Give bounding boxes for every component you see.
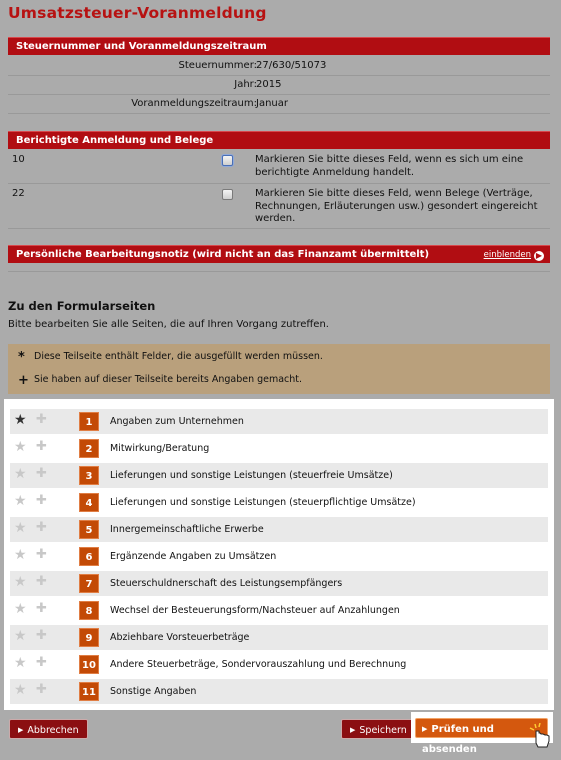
chevron-right-icon: ▶ [422, 725, 428, 733]
berichtigt-checkbox[interactable] [222, 155, 233, 166]
page-link[interactable]: Andere Steuerbeträge, Sondervorauszahlung und Berechnung [110, 659, 407, 670]
plus-icon: ✚ [36, 466, 47, 481]
page-link[interactable]: Innergemeinschaftliche Erwerbe [110, 524, 264, 535]
divider [8, 271, 550, 272]
form-page-row[interactable] [10, 598, 548, 624]
chevron-right-icon: ▶ [350, 726, 356, 734]
legend-box [8, 344, 550, 394]
page-link[interactable]: Wechsel der Besteuerungsform/Nachsteuer auf Anzahlungen [110, 605, 400, 616]
zeitraum-row [8, 94, 550, 114]
star-icon: ★ [14, 655, 27, 671]
steuernummer-section [8, 37, 550, 119]
page-number-badge: 10 [79, 655, 99, 674]
form-page-row[interactable] [10, 625, 548, 651]
page-number-badge: 6 [79, 547, 99, 566]
jahr-label: Jahr: [234, 79, 257, 90]
page-number-badge: 11 [79, 682, 99, 701]
star-icon: ★ [14, 493, 27, 509]
field-number: 10 [12, 154, 25, 165]
page-number-badge: 7 [79, 574, 99, 593]
steuernummer-label: Steuernummer: [178, 60, 257, 71]
star-icon: * [18, 350, 25, 365]
save-button[interactable] [341, 719, 416, 739]
plus-icon: ✚ [36, 547, 47, 562]
page-number-badge: 9 [79, 628, 99, 647]
section-heading [8, 245, 550, 263]
formular-title: Zu den Formularseiten [8, 299, 156, 313]
submit-label: Prüfen und absenden [422, 724, 494, 755]
form-page-row[interactable] [10, 436, 548, 462]
field-number: 22 [12, 188, 25, 199]
zeitraum-value: Januar [256, 98, 288, 109]
notiz-section [8, 245, 550, 271]
formular-intro: Bitte bearbeiten Sie alle Seiten, die auf Ihren Vorgang zutreffen. [8, 319, 329, 330]
berichtigt-row [8, 150, 550, 184]
cancel-label: Abbrechen [27, 725, 79, 736]
section-heading: Berichtigte Anmeldung und Belege [8, 131, 550, 149]
page-number-badge: 2 [79, 439, 99, 458]
page-link[interactable]: Ergänzende Angaben zu Umsätzen [110, 551, 277, 562]
plus-icon: ✚ [36, 412, 47, 427]
star-icon: ★ [14, 439, 27, 455]
zeitraum-label: Voranmeldungszeitraum: [131, 98, 257, 109]
page-number-badge: 8 [79, 601, 99, 620]
star-icon: ★ [14, 574, 27, 590]
page-link[interactable]: Mitwirkung/Beratung [110, 443, 210, 454]
steuernummer-row [8, 56, 550, 76]
page-number-badge: 1 [79, 412, 99, 431]
formular-page-list [4, 399, 554, 710]
plus-icon: + [18, 373, 29, 388]
jahr-value: 2015 [256, 79, 282, 90]
plus-icon: ✚ [36, 493, 47, 508]
legend-required [18, 350, 323, 365]
star-icon: ★ [14, 682, 27, 698]
arrow-right-icon: ▶ [535, 251, 543, 260]
legend-text: Sie haben auf dieser Teilseite bereits Angaben gemacht. [34, 374, 303, 385]
legend-filled [18, 373, 302, 388]
page-link[interactable]: Steuerschuldnerschaft des Leistungsempfängers [110, 578, 343, 589]
steuernummer-value: 27/630/51073 [256, 60, 327, 71]
einblenden-label: einblenden [483, 250, 531, 260]
page-link[interactable]: Abziehbare Vorsteuerbeträge [110, 632, 250, 643]
notiz-heading: Persönliche Bearbeitungsnotiz (wird nicht an das Finanzamt übermittelt) [16, 249, 430, 260]
section-heading: Steuernummer und Voranmeldungszeitraum [8, 37, 550, 55]
star-icon: ★ [14, 412, 27, 428]
click-sparkle [530, 723, 540, 730]
form-page-row[interactable] [10, 517, 548, 543]
form-page-row[interactable] [10, 409, 548, 435]
plus-icon: ✚ [36, 601, 47, 616]
checkbox-description: Markieren Sie bitte dieses Feld, wenn Belege (Verträge, Rechnungen, Erläuterungen usw.) gesondert eingereicht werden. [255, 188, 538, 224]
form-page-row[interactable] [10, 463, 548, 489]
form-page-row[interactable] [10, 571, 548, 597]
cancel-button[interactable] [9, 719, 88, 739]
page-link[interactable]: Lieferungen und sonstige Leistungen (steuerpflichtige Umsätze) [110, 497, 416, 508]
plus-icon: ✚ [36, 439, 47, 454]
save-label: Speichern [359, 725, 407, 736]
star-icon: ★ [14, 601, 27, 617]
page-title: Umsatzsteuer-Voranmeldung [8, 4, 267, 22]
form-page-row[interactable] [10, 652, 548, 678]
belege-row [8, 184, 550, 229]
plus-icon: ✚ [36, 574, 47, 589]
form-page-row[interactable] [10, 544, 548, 570]
einblenden-link[interactable] [484, 246, 544, 264]
belege-section [8, 131, 550, 231]
page-number-badge: 3 [79, 466, 99, 485]
star-icon: ★ [14, 628, 27, 644]
jahr-row [8, 75, 550, 95]
checkbox-description: Markieren Sie bitte dieses Feld, wenn es sich um eine berichtigte Anmeldung handelt. [255, 154, 524, 178]
star-icon: ★ [14, 520, 27, 536]
belege-checkbox[interactable] [222, 189, 233, 200]
page-link[interactable]: Sonstige Angaben [110, 686, 197, 697]
plus-icon: ✚ [36, 682, 47, 697]
page-number-badge: 5 [79, 520, 99, 539]
page-link[interactable]: Angaben zum Unternehmen [110, 416, 244, 427]
chevron-right-icon: ▶ [18, 726, 24, 734]
hand-cursor-icon [529, 723, 551, 749]
star-icon: ★ [14, 466, 27, 482]
form-page-row[interactable] [10, 679, 548, 705]
star-icon: ★ [14, 547, 27, 563]
page-number-badge: 4 [79, 493, 99, 512]
plus-icon: ✚ [36, 628, 47, 643]
plus-icon: ✚ [36, 520, 47, 535]
form-page-row[interactable] [10, 490, 548, 516]
page-link[interactable]: Lieferungen und sonstige Leistungen (steuerfreie Umsätze) [110, 470, 393, 481]
plus-icon: ✚ [36, 655, 47, 670]
legend-text: Diese Teilseite enthält Felder, die ausgefüllt werden müssen. [34, 351, 323, 362]
